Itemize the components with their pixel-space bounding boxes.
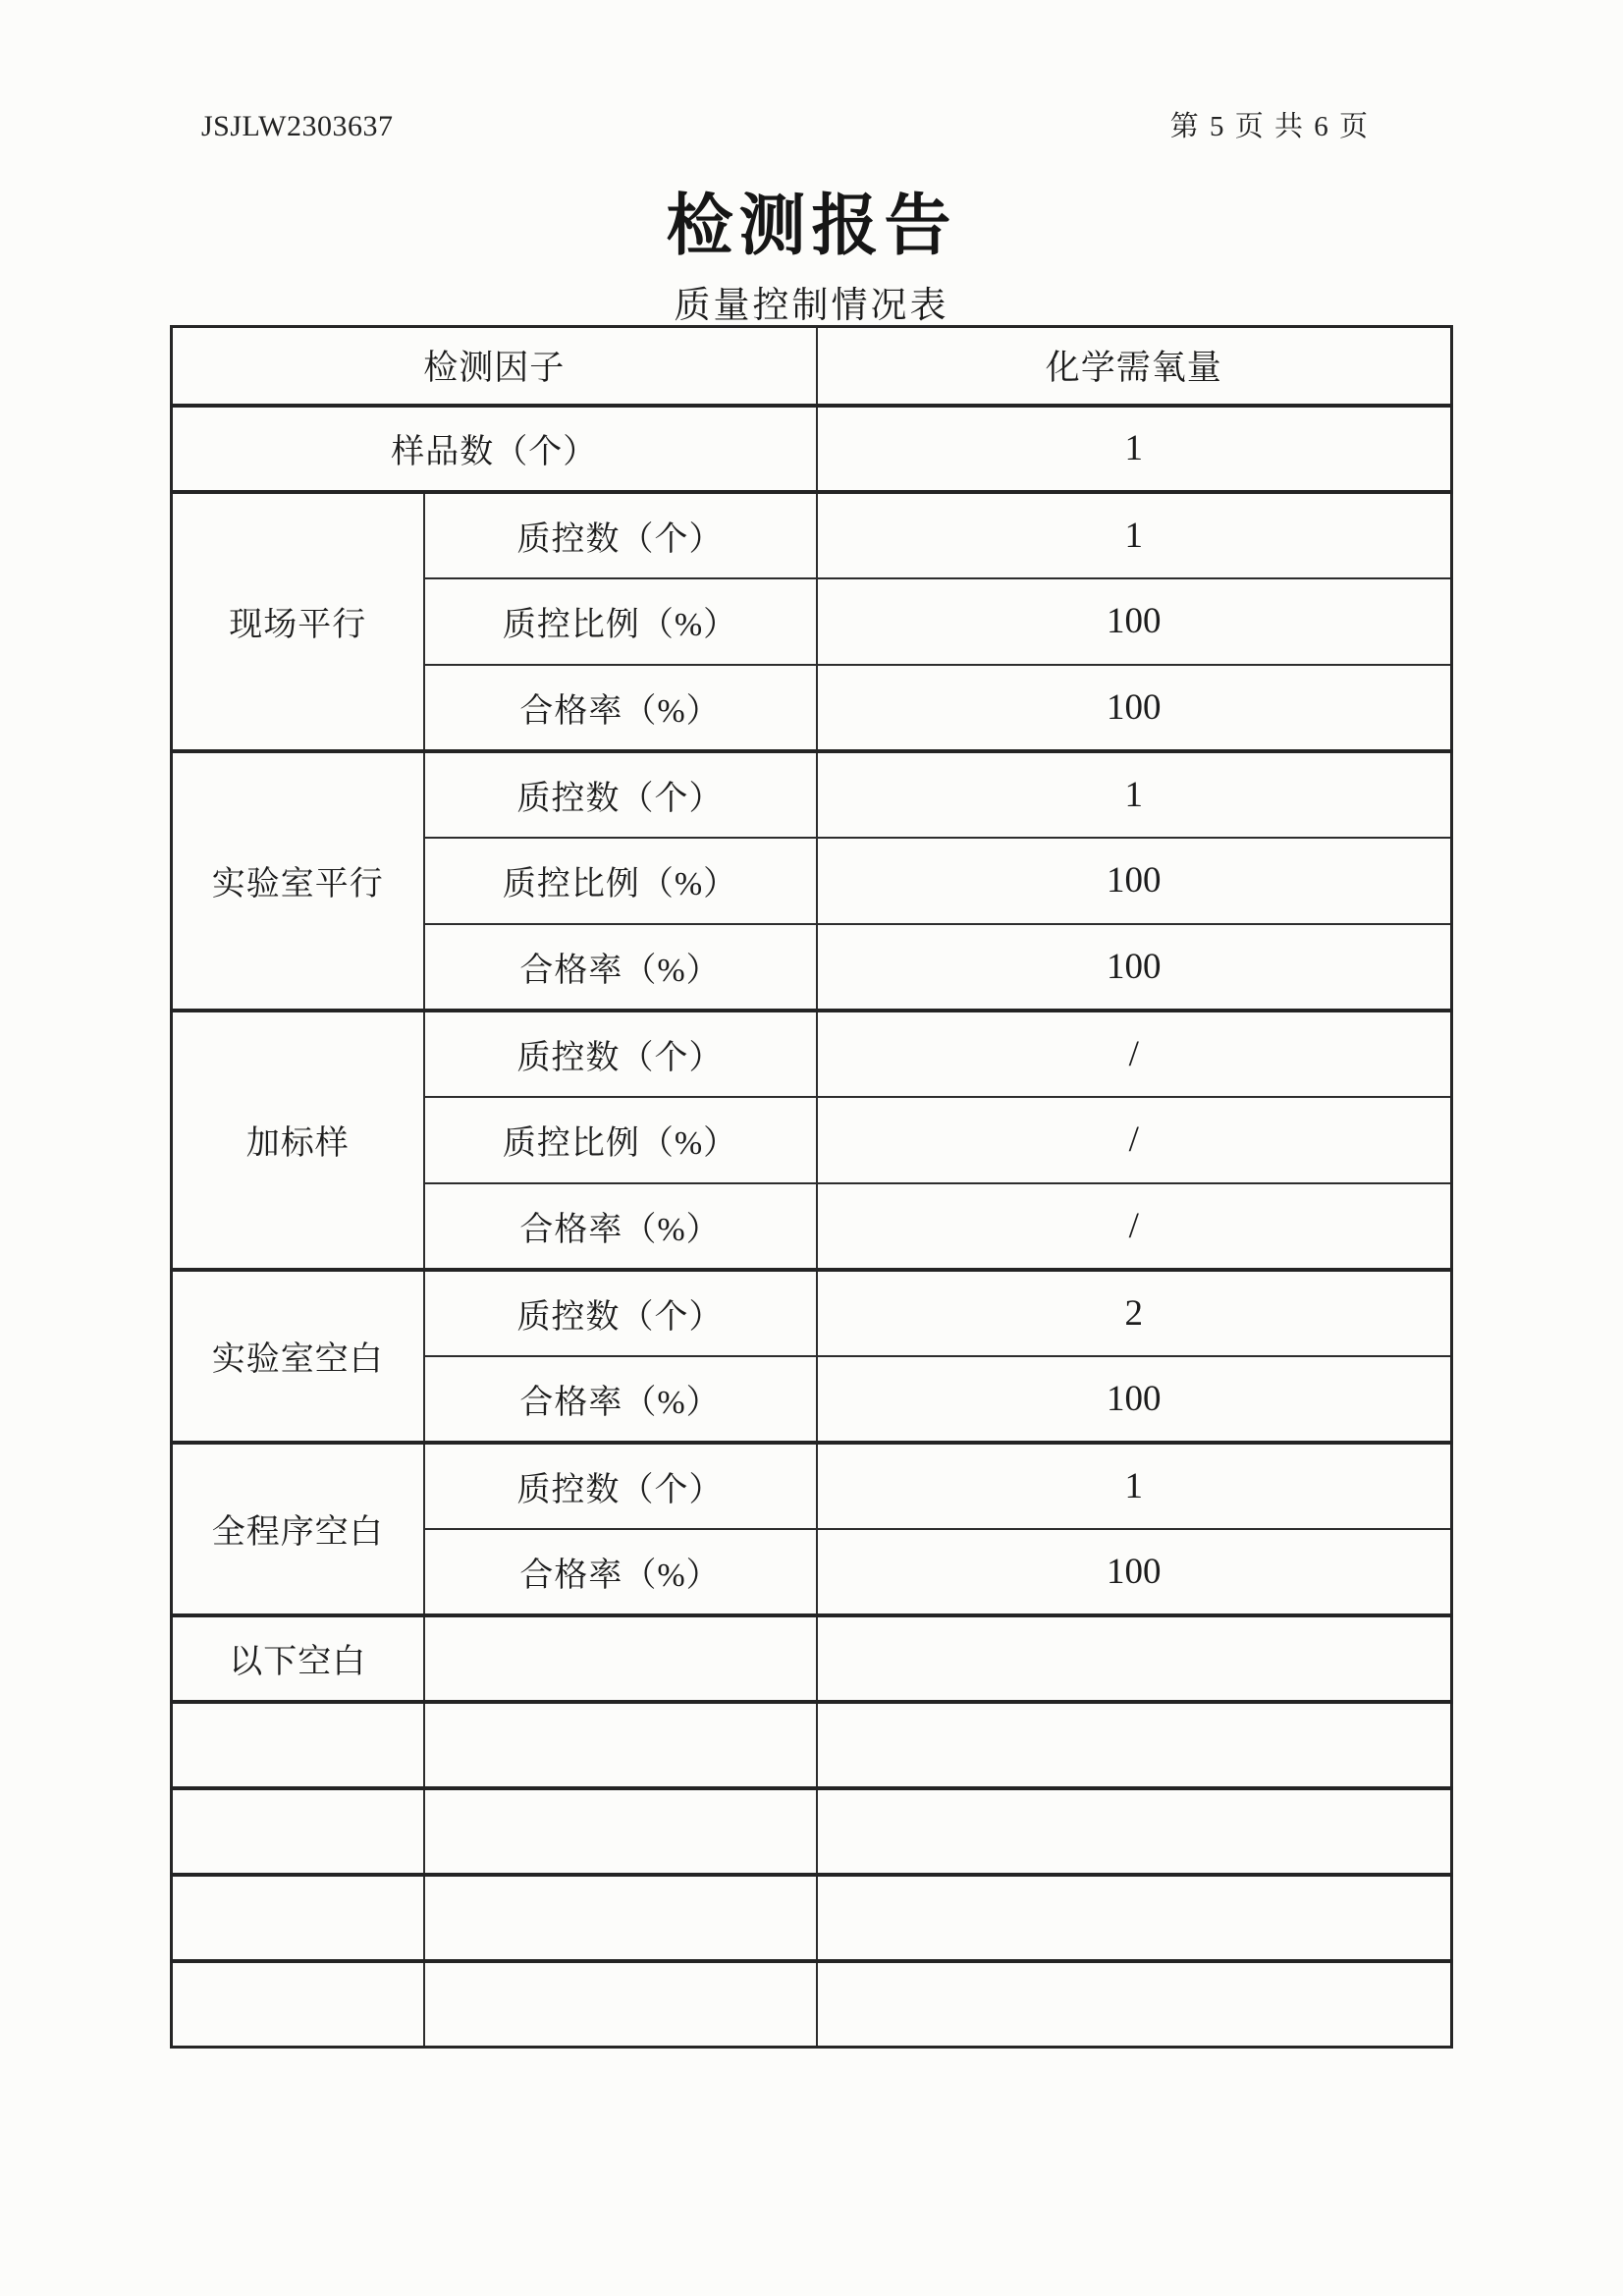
empty-cell xyxy=(817,1875,1452,1961)
row-label: 质控比例（%） xyxy=(424,838,817,924)
empty-cell xyxy=(817,1788,1452,1875)
empty-cell xyxy=(424,1961,817,2048)
header-cell-parameter: 化学需氧量 xyxy=(817,327,1452,406)
empty-cell xyxy=(172,1702,424,1788)
empty-cell xyxy=(424,1788,817,1875)
cell-value: 1 xyxy=(817,1443,1452,1529)
table-row xyxy=(172,1011,1452,1097)
empty-cell xyxy=(817,1702,1452,1788)
cell-value: 100 xyxy=(817,578,1452,665)
table-row xyxy=(172,1270,1452,1356)
empty-cell xyxy=(172,1788,424,1875)
row-label: 质控比例（%） xyxy=(424,1097,817,1183)
empty-cell xyxy=(424,1615,817,1702)
empty-table-row xyxy=(172,1702,1452,1788)
empty-cell xyxy=(424,1875,817,1961)
cell-value: 100 xyxy=(817,1529,1452,1615)
empty-cell xyxy=(172,1961,424,2048)
empty-table-row xyxy=(172,1875,1452,1961)
table-row-blank-below xyxy=(172,1615,1452,1702)
table-row xyxy=(172,751,1452,838)
row-label: 质控数（个） xyxy=(424,1443,817,1529)
row-label: 质控比例（%） xyxy=(424,578,817,665)
cell-value: 1 xyxy=(817,492,1452,578)
row-label: 合格率（%） xyxy=(424,1183,817,1270)
row-label: 质控数（个） xyxy=(424,751,817,838)
quality-control-table xyxy=(170,325,1453,2049)
cell-value: / xyxy=(817,1183,1452,1270)
cell-value: 100 xyxy=(817,665,1452,751)
empty-table-row xyxy=(172,1788,1452,1875)
cell-value: 100 xyxy=(817,838,1452,924)
blank-below-label: 以下空白 xyxy=(172,1615,424,1702)
cell-value: / xyxy=(817,1097,1452,1183)
cell-value: 2 xyxy=(817,1270,1452,1356)
cell-value: 100 xyxy=(817,1356,1452,1443)
cell-value: / xyxy=(817,1011,1452,1097)
empty-cell xyxy=(817,1615,1452,1702)
row-label: 质控数（个） xyxy=(424,1011,817,1097)
row-label: 样品数（个） xyxy=(172,406,817,492)
cell-value: 100 xyxy=(817,924,1452,1011)
table-row xyxy=(172,492,1452,578)
group-label-field-parallel: 现场平行 xyxy=(172,492,424,751)
row-label: 合格率（%） xyxy=(424,924,817,1011)
row-label: 合格率（%） xyxy=(424,1356,817,1443)
row-label: 质控数（个） xyxy=(424,1270,817,1356)
empty-cell xyxy=(172,1875,424,1961)
row-label: 质控数（个） xyxy=(424,492,817,578)
cell-value: 1 xyxy=(817,751,1452,838)
page-number-indicator: 第 5 页 共 6 页 xyxy=(1169,111,1370,142)
report-number: JSJLW2303637 xyxy=(201,110,394,142)
empty-cell xyxy=(817,1961,1452,2048)
table-row-sample-count xyxy=(172,406,1452,492)
table-caption: 质量控制情况表 xyxy=(674,286,949,326)
row-label: 合格率（%） xyxy=(424,1529,817,1615)
document-header xyxy=(201,104,1370,144)
cell-value: 1 xyxy=(817,406,1452,492)
group-label-lab-parallel: 实验室平行 xyxy=(172,751,424,1011)
empty-cell xyxy=(424,1702,817,1788)
page-title: 检测报告 xyxy=(666,189,957,263)
group-label-full-procedure-blank: 全程序空白 xyxy=(172,1443,424,1615)
empty-table-row xyxy=(172,1961,1452,2048)
group-label-lab-blank: 实验室空白 xyxy=(172,1270,424,1443)
group-label-spiked-sample: 加标样 xyxy=(172,1011,424,1270)
header-cell-factor: 检测因子 xyxy=(172,327,817,406)
row-label: 合格率（%） xyxy=(424,665,817,751)
table-header-row xyxy=(172,327,1452,406)
table-row xyxy=(172,1443,1452,1529)
